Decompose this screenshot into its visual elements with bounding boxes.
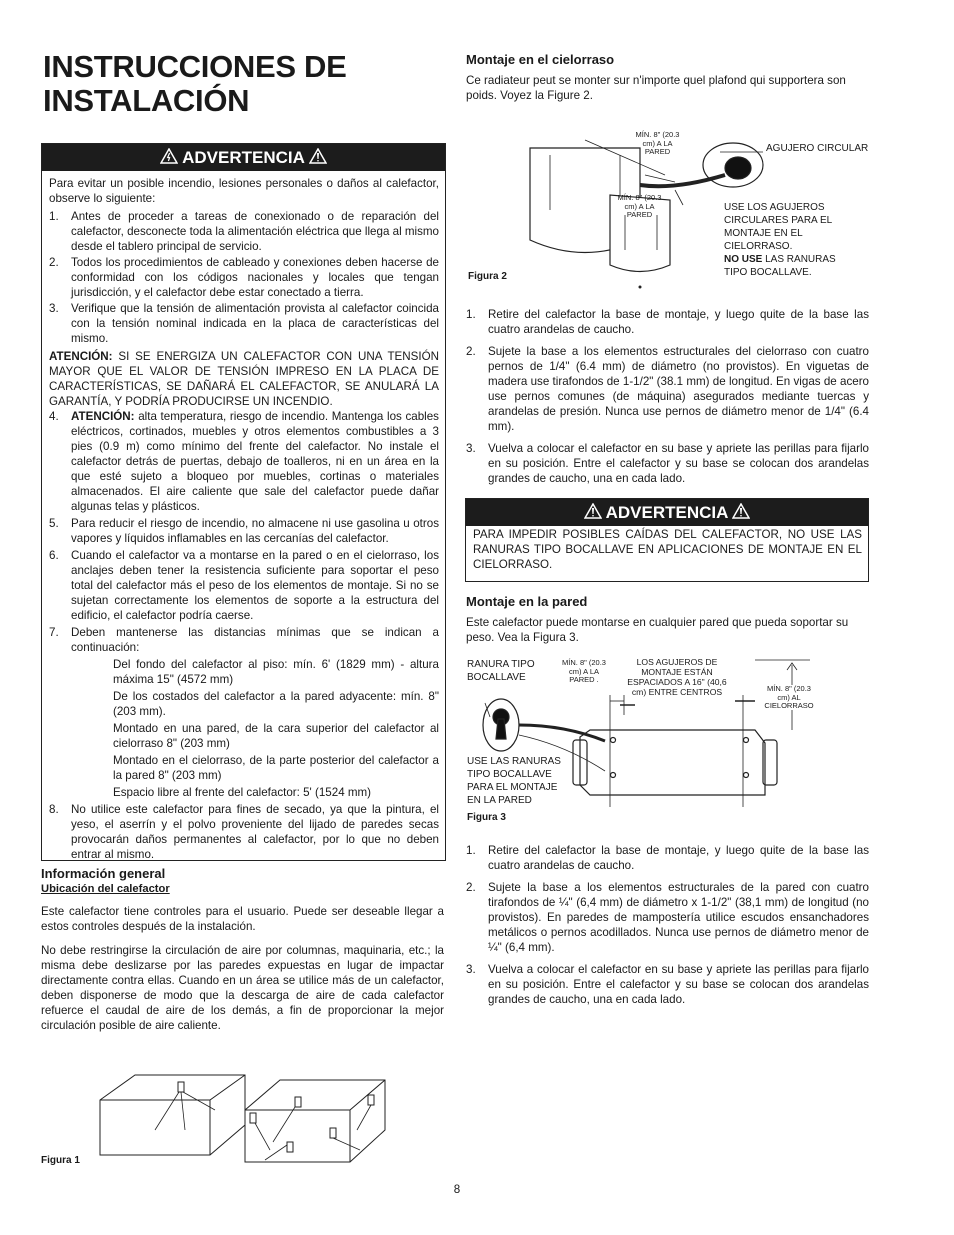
figure-annotation: MÍN. 8" (20.3 cm) A LA PARED: [617, 193, 662, 219]
list-item: 2. Sujete la base a los elementos estructurales de la pared con cuatro tirafondos de ¼" (6,4 mm) de diámetro x 1-1/2" (38,1 mm) de longitud (no provistos). En paredes de mampostería utilice escudos ensanchadores metálicos o pernos acodillados. Nunca use pernos de diámetro menor de ¼" (6,4 mm).: [466, 881, 869, 954]
attention-note: ATENCIÓN: SI SE ENERGIZA UN CALEFACTOR CON UNA TENSIÓN MAYOR QUE EL VALOR DE TENSIÓN IMPRESO EN LA PLACA DE CARACTERÍSTICAS, SE DAÑARÁ EL CALEFACTOR, SE ANULARÁ LA GARANTÍA, Y PODRÍA PRODUCIRSE UN INCENDIO.: [49, 350, 440, 408]
clearance-item: Montado en el cielorraso, de la parte posterior del calefactor a la pared 8" (203 mm): [113, 754, 439, 782]
list-item: 7. Deben mantenerse las distancias mínimas que se indican a continuación:: [49, 626, 439, 654]
warning-triangle-icon: [160, 145, 178, 172]
subsection-heading: Ubicación del calefactor: [41, 883, 170, 895]
warning-triangle-icon: [584, 500, 602, 527]
list-item: 3. Vuelva a colocar el calefactor en su base y apriete las perillas para fijarlo en su posición. Entre el calefactor y su base se colocan dos arandelas grandes de caucho, una en cada lado.: [466, 442, 869, 485]
paragraph: Este calefactor puede montarse en cualquier pared que pueda soportar su peso. Vea la Figura 3.: [466, 616, 849, 644]
list-item: 6. Cuando el calefactor va a montarse en la pared o en el cielorraso, los anclajes deben tener la resistencia suficiente para soportar el peso total del calefactor más el peso de los elementos de montaje. Si no se sujetan correctamente los elementos de soporte a la estructura del edificio, el calefactor podría caerse.: [49, 549, 439, 622]
warning-box: [41, 143, 446, 861]
clearance-item: De los costados del calefactor a la pared adyacente: mín. 8" (203 mm).: [113, 690, 439, 718]
figure-1-diagram: [95, 1070, 395, 1185]
list-item: 1. Retire del calefactor la base de montaje, y luego quite de la base las cuatro arandelas de caucho.: [466, 844, 869, 872]
section-heading: Información general: [41, 866, 166, 881]
figure-annotation: LOS AGUJEROS DE MONTAJE ESTÁN ESPACIADOS A 16" (40,6 cm) ENTRE CENTROS: [627, 657, 727, 697]
list-item: 4. ATENCIÓN: alta temperatura, riesgo de incendio. Mantenga los cables eléctricos, cortinados, muebles y otros elementos combustibles a 3 pies (0.9 m) como mínimo del frente del calefactor. No instale el calefactor detrás de puertas, debajo de toalleros, ni en un área en la que esté sujeto a bloqueo por muebles, cortinas o materiales almacenados. El aire caliente que sale del calefactor puede dañar algunas telas y plásticos.: [49, 410, 439, 513]
clearance-item: Espacio libre al frente del calefactor: 5' (1524 mm): [113, 786, 372, 799]
list-item: 2. Todos los procedimientos de cableado y conexiones deben hacerse de conformidad con los códigos nacionales y locales que tengan jurisdicción, y el calefactor debe estar conectado a tierra.: [49, 256, 439, 299]
figure-annotation: RANURA TIPO BOCALLAVE: [467, 659, 535, 683]
list-item: 5. Para reducir el riesgo de incendio, no almacene ni use gasolina u otros vapores y líquidos inflamables en las cercanías del calefactor.: [49, 517, 439, 545]
section-heading: Montaje en la pared: [466, 594, 588, 609]
page-title: INSTRUCCIONES DE INSTALACIÓN: [43, 49, 347, 118]
list-item: 2. Sujete la base a los elementos estructurales del cielorraso con cuatro pernos de 1/4" (6.4 mm) de diámetro (no provistos). En viguetas de madera use tirafondos de 1-1/2" (38.1 mm) de longitud. En vigas de acero use pernos comunes (de máquina) asegurados mediante tuercas y arandelas de presión. Nunca use pernos de diámetro menor de 1/4" (6.4 mm).: [466, 345, 869, 433]
figure-label: Figura 2: [468, 271, 507, 282]
page-number: 8: [453, 1183, 461, 1196]
warning-triangle-icon: [732, 500, 750, 527]
figure-annotation: MÍN. 8" (20.3 cm) A LA PARED .: [562, 658, 606, 684]
clearance-item: Montado en una pared, de la cara superior del calefactor al cielorraso 8" (203 mm): [113, 722, 439, 750]
figure-annotation: AGUJERO CIRCULAR: [766, 143, 869, 154]
figure-label: Figura 3: [467, 812, 506, 823]
list-item: 8. No utilice este calefactor para fines de secado, ya que la pintura, el yeso, el aserrín y el polvo proveniente del lijado de paredes secas provocarán daños permanentes al calefactor, por lo que no deben entrar al mismo.: [49, 803, 439, 861]
paragraph: Este calefactor tiene controles para el usuario. Puede ser deseable llegar a estos controles después de la instalación.: [41, 905, 444, 933]
warning-heading: ADVERTENCIA: [182, 148, 305, 167]
warning-header: [42, 144, 445, 171]
warning-text: PARA IMPEDIR POSIBLES CAÍDAS DEL CALEFACTOR, NO USE LAS RANURAS TIPO BOCALLAVE EN APLICACIONES DE MONTAJE EN EL CIELORRASO.: [473, 528, 862, 571]
clearance-item: Del fondo del calefactor al piso: mín. 6' (1829 mm) - altura máxima 15" (4572 mm): [113, 658, 439, 686]
warning-box: [465, 498, 869, 582]
warning-header: [466, 499, 868, 526]
paragraph: Ce radiateur peut se monter sur n'importe quel plafond qui supportera son poids. Voyez la Figure 2.: [466, 74, 846, 102]
figure-annotation: USE LOS AGUJEROS CIRCULARES PARA EL MONTAJE EN EL CIELORRASO. NO USE LAS RANURAS TIPO BOCALLAVE.: [724, 202, 836, 278]
list-item: 3. Vuelva a colocar el calefactor en su base y apriete las perillas para fijarlo en su posición. Entre el calefactor y su base se colocan dos arandelas grandes de caucho, una en cada lado.: [466, 963, 869, 1006]
list-item: 1. Retire del calefactor la base de montaje, y luego quite de la base las cuatro arandelas de caucho.: [466, 308, 869, 336]
figure-label: Figura 1: [41, 1155, 80, 1166]
figure-annotation: MÍN. 8" (20.3 cm) AL CIELORRASO: [764, 684, 814, 710]
figure-annotation: USE LAS RANURAS TIPO BOCALLAVE PARA EL MONTAJE EN LA PARED: [467, 756, 561, 806]
warning-intro: Para evitar un posible incendio, lesiones personales o daños al calefactor, observe lo siguiente:: [49, 177, 439, 205]
list-item: 1. Antes de proceder a tareas de conexionado o de reparación del calefactor, desconecte toda la alimentación eléctrica que llega al mismo desde el tablero principal de servicio.: [49, 210, 439, 253]
warning-heading: ADVERTENCIA: [605, 503, 728, 522]
warning-triangle-icon: [309, 145, 327, 172]
section-heading: Montaje en el cielorraso: [466, 52, 615, 67]
paragraph: No debe restringirse la circulación de aire por columnas, maquinaria, etc.; la misma debe deslizarse por las paredes expuestas en lugar de impactar directamente contra ellas. Cuando en un área se utilice más de un calefactor, deben disponerse de modo que la descarga de aire de cada calefactor refuerce el caudal de aire de los demás, a fin de proporcionar la mejor circulación posible de aire caliente.: [41, 944, 444, 1032]
figure-annotation: MÍN. 8" (20.3 cm) A LA PARED: [635, 130, 680, 156]
list-item: 3. Verifique que la tensión de alimentación provista al calefactor coincida con la tensión nominal indicada en la placa de características del mismo.: [49, 302, 439, 345]
